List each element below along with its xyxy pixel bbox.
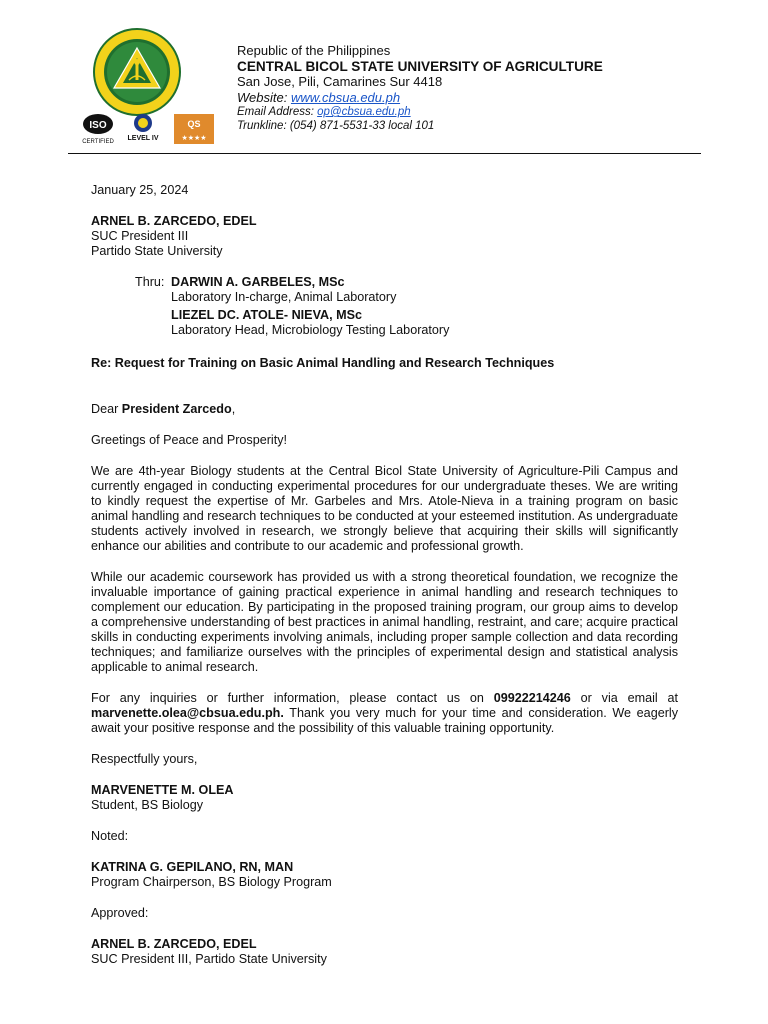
approved-label: Approved: xyxy=(91,906,149,920)
letter-subject: Re: Request for Training on Basic Animal Handling and Research Techniques xyxy=(91,356,555,370)
closing: Respectfully yours, xyxy=(91,752,198,766)
svg-text:LEVEL IV: LEVEL IV xyxy=(127,135,159,142)
letterhead xyxy=(237,43,717,133)
letter-body xyxy=(91,183,678,967)
recipient-title: SUC President III xyxy=(91,229,189,243)
svg-text:CERTIFIED: CERTIFIED xyxy=(82,139,114,145)
paragraph-2: While our academic coursework has provided us with a strong theoretical foundation, we recognize the invaluable importance of gaining practical experience in animal handling and research techniques to complement our education. By participating in the proposed training program, our group aims to develop a comprehensive understanding of best practices in animal handling, restraint, and care; acquire practical skills in conducting experiments involving animals, including proper sample collection and data recording techniques; and familiarize ourselves with the principles of experimental design and statistical analysis applicable to animal research. xyxy=(91,570,678,674)
level-iv-icon xyxy=(128,114,159,142)
accreditation-badges xyxy=(80,112,220,148)
svg-text:ISO: ISO xyxy=(89,120,107,131)
greeting: Greetings of Peace and Prosperity! xyxy=(91,433,288,447)
university-name: CENTRAL BICOL STATE UNIVERSITY OF AGRICULTURE xyxy=(237,58,603,74)
letter-date: January 25, 2024 xyxy=(91,183,189,197)
svg-text:QS: QS xyxy=(187,119,201,129)
svg-text:★★★★: ★★★★ xyxy=(181,134,207,142)
contact-email: marvenette.olea@cbsua.edu.ph. xyxy=(91,706,284,720)
recipient-name: ARNEL B. ZARCEDO, EDEL xyxy=(91,214,257,228)
approved-name: ARNEL B. ZARCEDO, EDEL xyxy=(91,937,257,951)
salutation: Dear President Zarcedo, xyxy=(91,402,236,416)
qs-stars-icon xyxy=(174,114,214,144)
recipient-org: Partido State University xyxy=(91,244,223,258)
noted-name: KATRINA G. GEPILANO, RN, MAN xyxy=(91,860,294,874)
website-line: Website: www.cbsua.edu.ph xyxy=(237,89,401,105)
thru-title-1: Laboratory In-charge, Animal Laboratory xyxy=(171,290,397,304)
iso-certified-icon xyxy=(82,114,114,145)
email-link[interactable]: op@cbsua.edu.ph xyxy=(317,106,411,118)
thru-title-2: Laboratory Head, Microbiology Testing Laboratory xyxy=(171,323,450,337)
paragraph-3: For any inquiries or further information, please contact us on 09922214246 or via email at marvenette.olea@cbsua.edu.ph. Thank you very much for your time and consideration. We eagerly await your positive response and the possibility of this valuable training opportunity. xyxy=(91,691,679,735)
approved-title: SUC President III, Partido State University xyxy=(91,952,327,966)
website-link[interactable]: www.cbsua.edu.ph xyxy=(290,89,401,105)
signatory-name: MARVENETTE M. OLEA xyxy=(91,783,234,797)
trunkline: Trunkline: (054) 871-5531-33 local 101 xyxy=(237,120,435,132)
university-address: San Jose, Pili, Camarines Sur 4418 xyxy=(237,74,443,89)
thru-block xyxy=(91,275,678,338)
noted-title: Program Chairperson, BS Biology Program xyxy=(91,875,332,889)
thru-label: Thru: xyxy=(135,275,165,289)
header-divider xyxy=(68,153,701,154)
republic-line: Republic of the Philippines xyxy=(237,43,391,58)
paragraph-1: We are 4th-year Biology students at the Central Bicol State University of Agriculture-Pili Campus and currently engaged in conducting experimental procedures for our undergraduate theses. We are writing to kindly request the expertise of Mr. Garbeles and Mrs. Atole-Nieva in a training program on basic animal handling and research techniques to be conducted at your esteemed institution. As undergraduate students actively involved in research, we strongly believe that acquiring their skills will significantly enhance our abilities and contribute to our academic and professional growth. xyxy=(91,464,678,553)
thru-name-2: LIEZEL DC. ATOLE- NIEVA, MSc xyxy=(171,308,363,322)
university-seal-icon xyxy=(93,28,181,116)
email-line: Email Address: op@cbsua.edu.ph xyxy=(237,106,411,118)
signatory-title: Student, BS Biology xyxy=(91,798,204,812)
noted-label: Noted: xyxy=(91,829,129,843)
thru-name-1: DARWIN A. GARBELES, MSc xyxy=(171,275,345,289)
contact-phone: 09922214246 xyxy=(493,691,571,705)
